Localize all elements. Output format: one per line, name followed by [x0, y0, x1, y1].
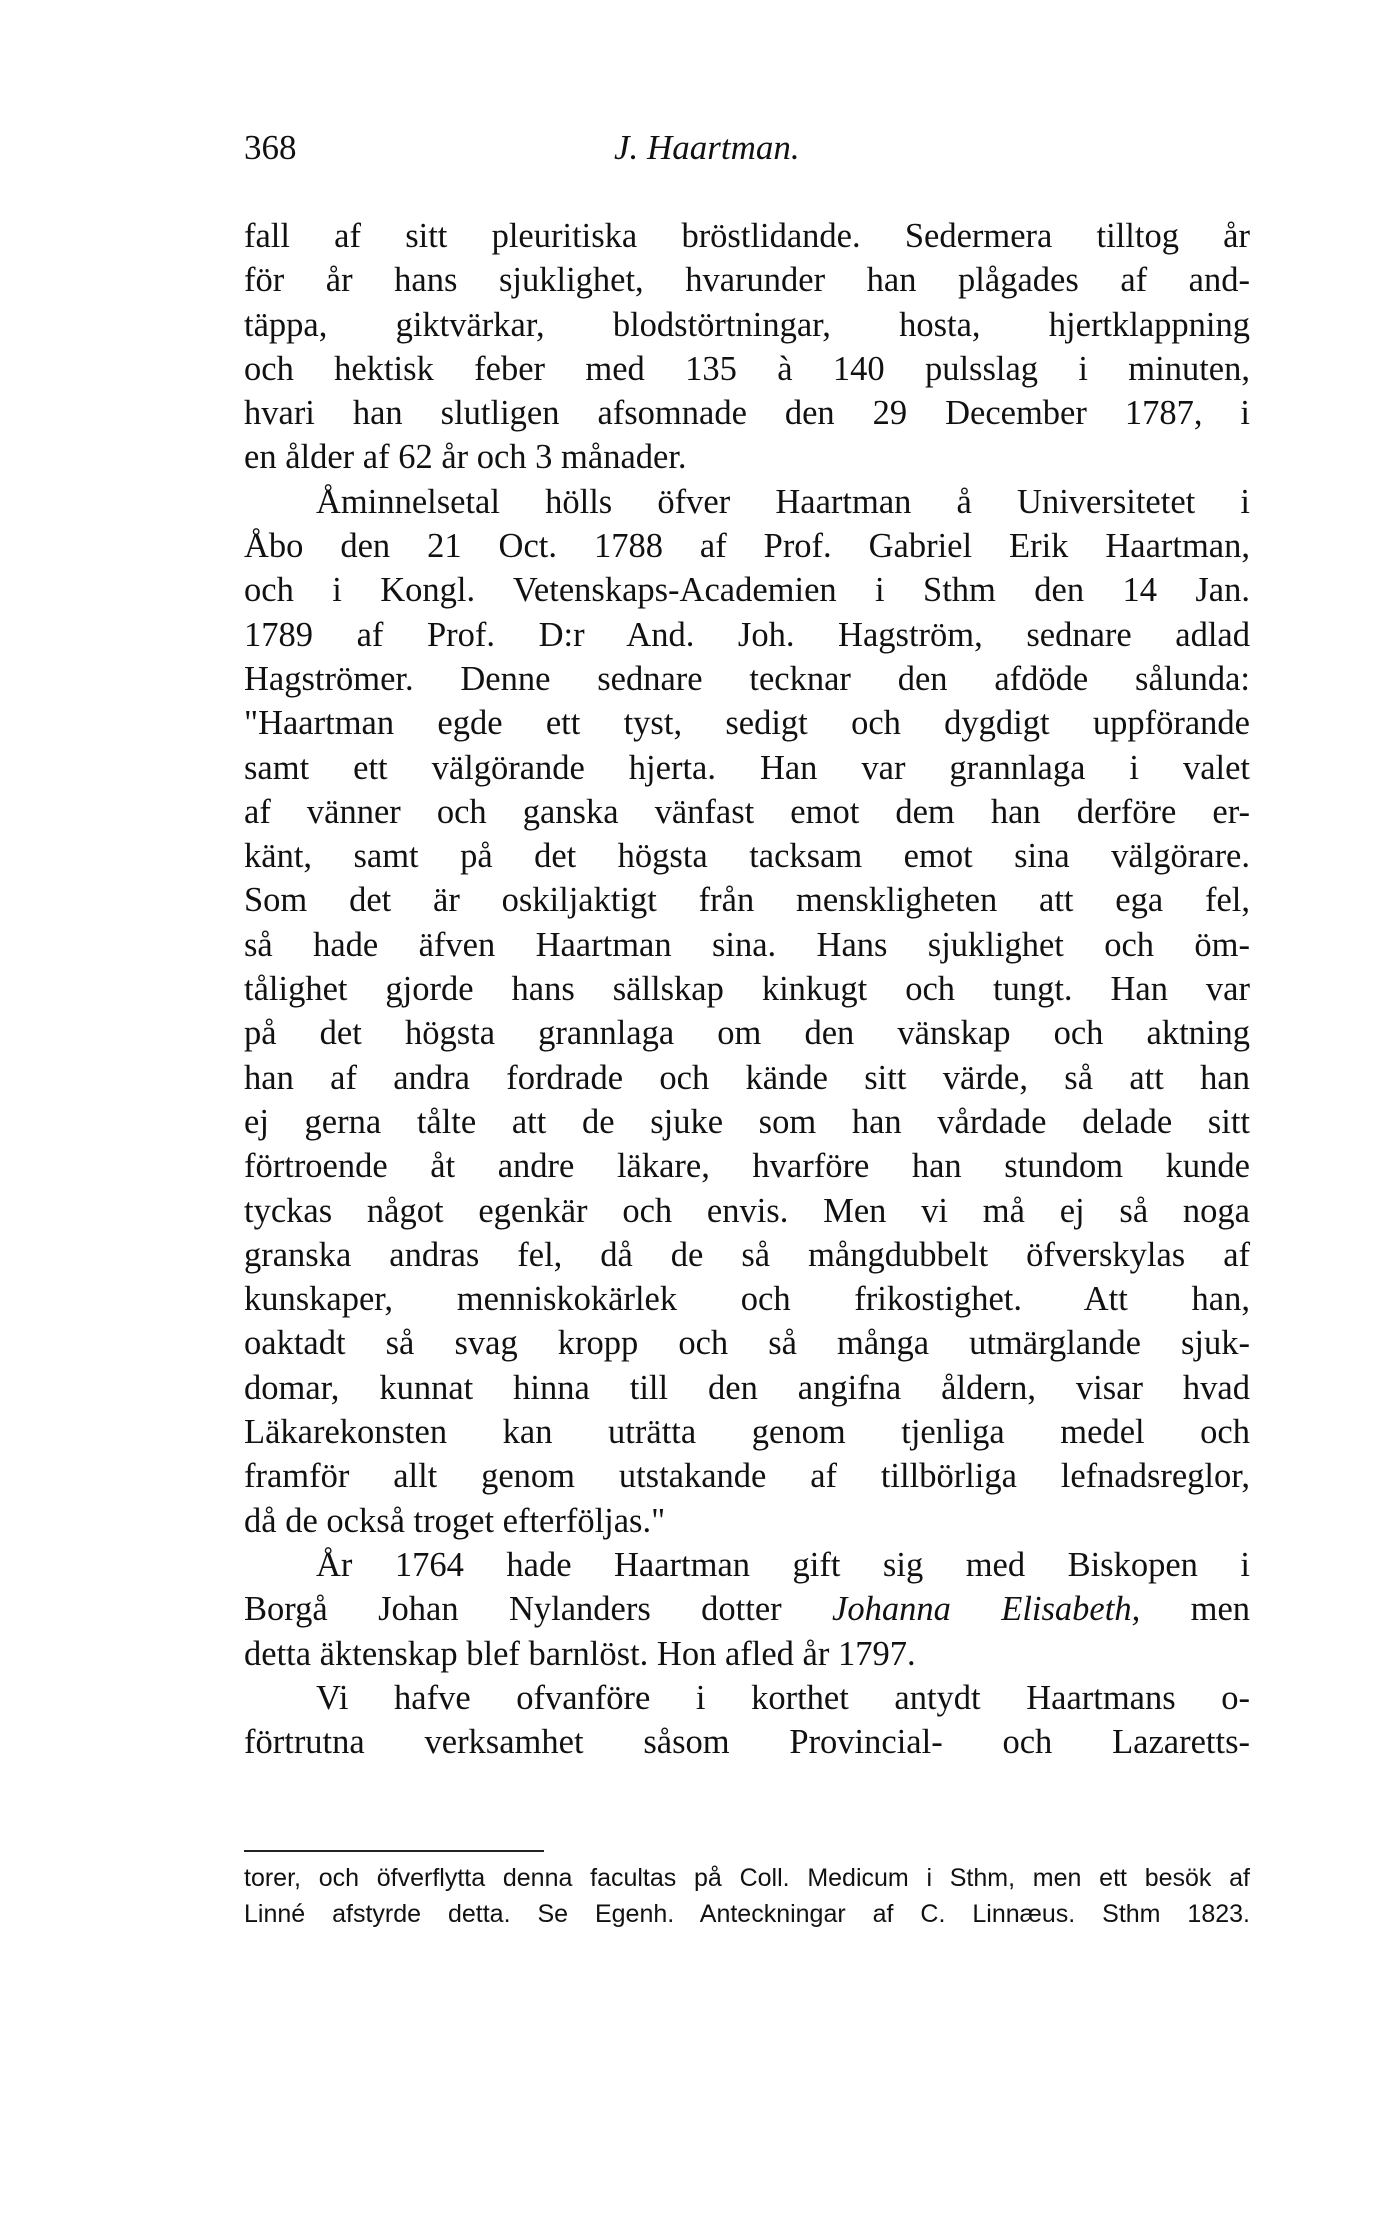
marriage-line-3: detta äktenskap blef barnlöst. Hon afled år 1797. [244, 1634, 916, 1673]
text-line: på det högsta grannlaga om den vänskap och aktning [244, 1014, 1250, 1053]
text-line: Som det är oskiljaktigt från menskligheten att ega fel, [244, 881, 1250, 920]
text-line: framför allt genom utstakande af tillbörliga lefnadsreglor, [244, 1457, 1250, 1496]
text-line: oaktadt så svag kropp och så många utmärglande sjuk- [244, 1324, 1250, 1363]
text-line: då de också troget efterföljas." [244, 1501, 666, 1540]
text-line: en ålder af 62 år och 3 månader. [244, 438, 687, 477]
text-line: tyckas något egenkär och envis. Men vi må ej så noga [244, 1191, 1250, 1230]
text-line: för år hans sjuklighet, hvarunder han plågades af and- [244, 261, 1250, 300]
text-line: känt, samt på det högsta tacksam emot sina välgörare. [244, 837, 1250, 876]
text-line: hvari han slutligen afsomnade den 29 December 1787, i [244, 394, 1250, 433]
marriage-line-2 [244, 1587, 1250, 1631]
text-line: Hagströmer. Denne sednare tecknar den afdöde sålunda: [244, 659, 1250, 698]
text-line: af vänner och ganska vänfast emot dem han derföre er- [244, 792, 1250, 831]
text-line: och i Kongl. Vetenskaps-Academien i Sthm den 14 Jan. [244, 571, 1250, 610]
text-line: och hektisk feber med 135 à 140 pulsslag i minuten, [244, 349, 1250, 388]
marriage-text-before: Borgå Johan Nylanders dotter [244, 1590, 782, 1629]
text-line: Åbo den 21 Oct. 1788 af Prof. Gabriel Erik Haartman, [244, 527, 1250, 566]
closing-line-1: Vi hafve ofvanföre i korthet antydt Haartmans o- [316, 1678, 1250, 1717]
text-line: han af andra fordrade och kände sitt värde, så att han [244, 1058, 1250, 1097]
text-line: tålighet gjorde hans sällskap kinkugt och tungt. Han var [244, 970, 1250, 1009]
text-line: förtroende åt andre läkare, hvarföre han stundom kunde [244, 1147, 1250, 1186]
footnote [244, 1860, 1250, 1932]
text-line: domar, kunnat hinna till den angifna åldern, visar hvad [244, 1368, 1250, 1407]
text-line: "Haartman egde ett tyst, sedigt och dygdigt uppförande [244, 704, 1250, 743]
page-number: 368 [244, 128, 297, 167]
text-line: kunskaper, menniskokärlek och frikostighet. Att han, [244, 1280, 1250, 1319]
text-line: ej gerna tålte att de sjuke som han vårdade delade sitt [244, 1102, 1250, 1141]
text-line: fall af sitt pleuritiska bröstlidande. Sedermera tilltog år [244, 217, 1250, 255]
marriage-text-after: men [1190, 1590, 1250, 1629]
running-title: J. Haartman. [614, 128, 800, 167]
footnote-line: torer, och öfverflytta denna facultas på Coll. Medicum i Sthm, men ett besök af [244, 1864, 1250, 1892]
wife-name: Johanna Elisabeth, [832, 1590, 1141, 1629]
text-line: så hade äfven Haartman sina. Hans sjuklighet och öm- [244, 925, 1250, 964]
marriage-line-1: År 1764 hade Haartman gift sig med Biskopen i [316, 1545, 1250, 1584]
closing-line-2: förtrutna verksamhet såsom Provincial- och Lazaretts- [244, 1723, 1250, 1762]
text-line: täppa, giktvärkar, blodstörtningar, hosta, hjertklappning [244, 305, 1250, 344]
text-line: Åminnelsetal hölls öfver Haartman å Universitetet i [316, 482, 1250, 521]
text-line: samt ett välgörande hjerta. Han var grannlaga i valet [244, 748, 1250, 787]
text-line: Läkarekonsten kan uträtta genom tjenliga medel och [244, 1413, 1250, 1452]
footnote-divider [244, 1850, 544, 1852]
text-line: granska andras fel, då de så mångdubbelt öfverskylas af [244, 1235, 1250, 1274]
footnote-line: Linné afstyrde detta. Se Egenh. Anteckningar af C. Linnæus. Sthm 1823. [244, 1900, 1250, 1928]
text-line: 1789 af Prof. D:r And. Joh. Hagström, sednare adlad [244, 615, 1250, 654]
running-head [244, 128, 1244, 178]
body-text [244, 214, 1250, 1764]
